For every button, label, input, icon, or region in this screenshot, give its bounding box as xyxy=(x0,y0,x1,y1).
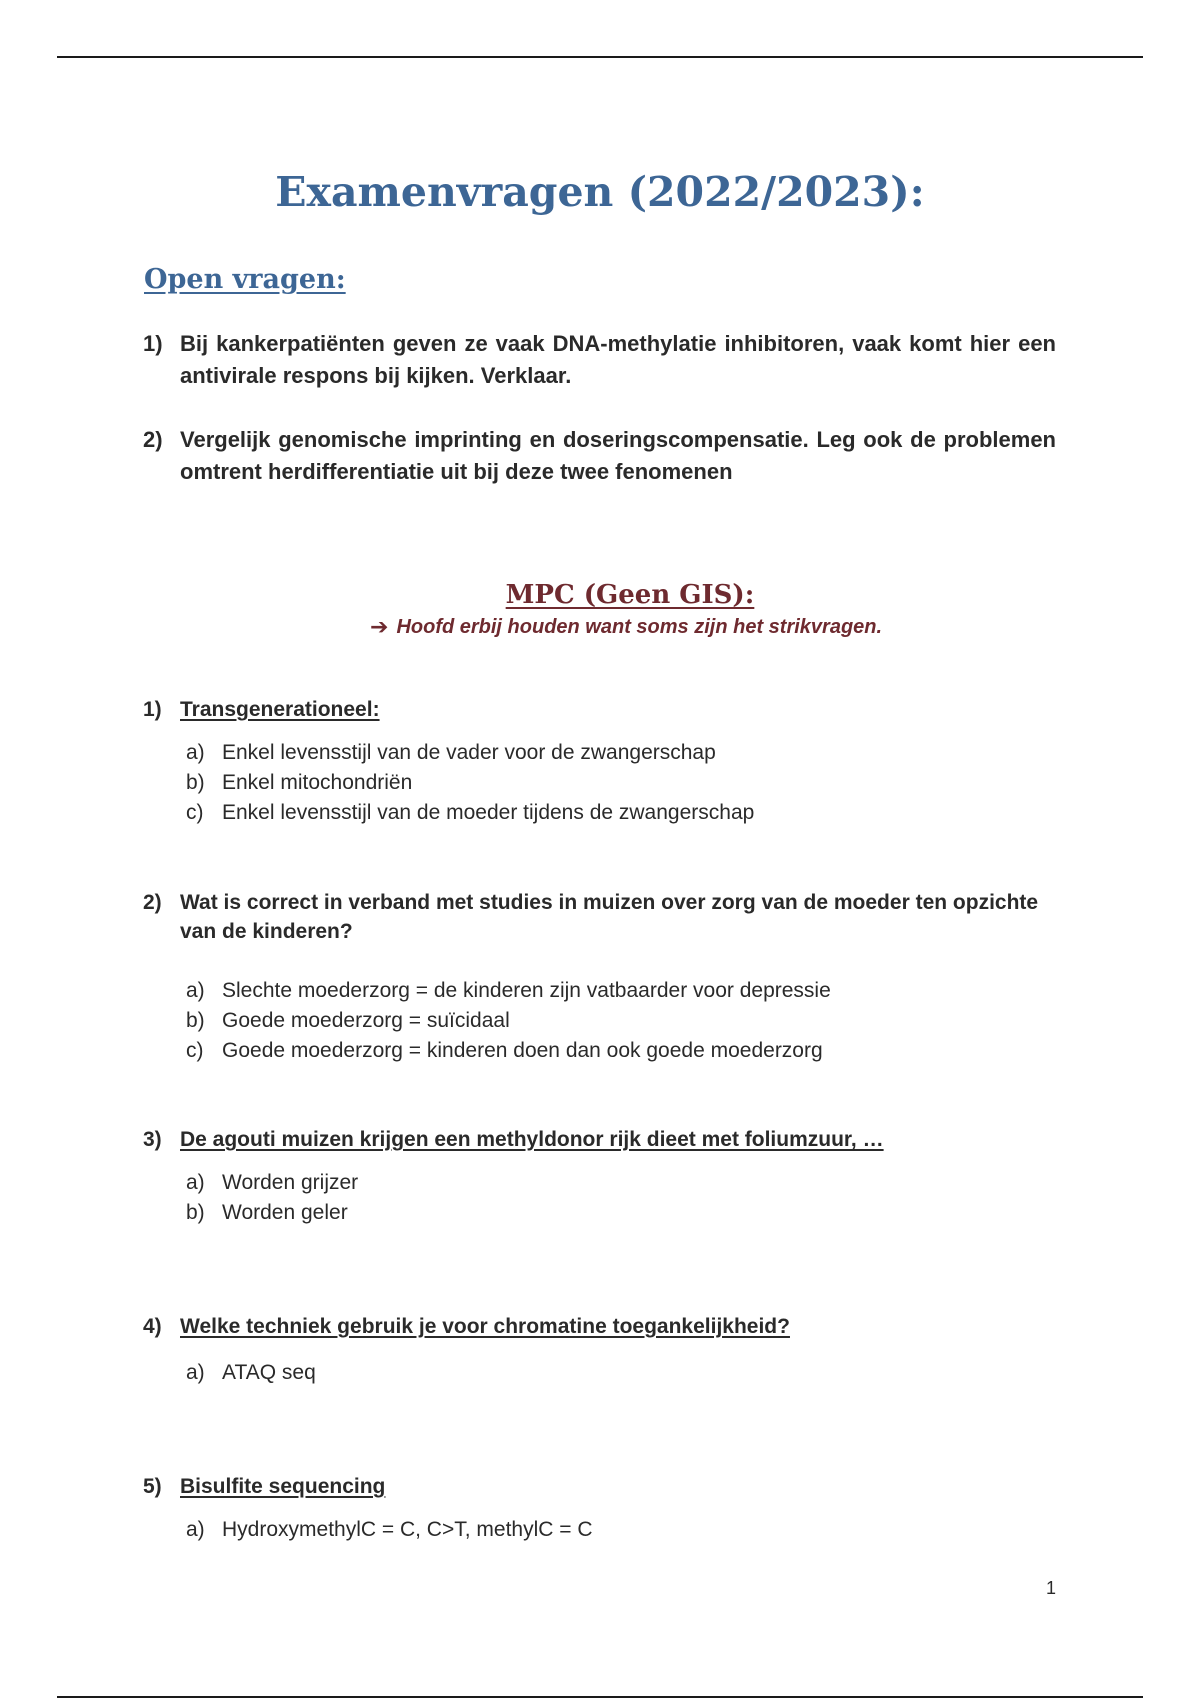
mc-question-5 xyxy=(143,1472,1056,1501)
footer-rule xyxy=(57,1696,1143,1698)
question-text: Welke techniek gebruik je voor chromatine toegankelijkheid? xyxy=(180,1315,790,1338)
mpc-note xyxy=(370,614,882,640)
question-text: De agouti muizen krijgen een methyldonor rijk dieet met foliumzuur, … xyxy=(180,1128,884,1151)
page-number: 1 xyxy=(1046,1578,1057,1598)
question-number: 2) xyxy=(143,891,162,914)
question-text: Wat is correct in verband met studies in muizen over zorg van de moeder ten opzichte van de kinderen? xyxy=(180,891,1039,943)
option: b) Goede moederzorg = suïcidaal xyxy=(186,1009,510,1032)
option: a) HydroxymethylC = C, C>T, methylC = C xyxy=(186,1518,593,1541)
option: c) Enkel levensstijl van de moeder tijdens de zwangerschap xyxy=(186,801,755,824)
mpc-note-text: Hoofd erbij houden want soms zijn het strikvragen. xyxy=(396,615,883,638)
option: c) Goede moederzorg = kinderen doen dan ook goede moederzorg xyxy=(186,1039,823,1062)
option: a) Enkel levensstijl van de vader voor de zwangerschap xyxy=(186,741,716,764)
question-number: 1) xyxy=(143,698,162,721)
mc-question-4 xyxy=(143,1312,1056,1341)
question-number: 4) xyxy=(143,1315,162,1338)
question-number: 3) xyxy=(143,1128,162,1151)
question-text: Bij kankerpatiënten geven ze vaak DNA-methylatie inhibitoren, vaak komt hier een antivirale respons bij kijken. Verklaar. xyxy=(180,331,1056,388)
mc-options-2 xyxy=(186,976,831,1066)
question-number: 5) xyxy=(143,1475,162,1498)
open-question-1 xyxy=(143,328,1056,392)
mc-options-1 xyxy=(186,738,754,828)
mc-question-1 xyxy=(143,695,1056,724)
question-text: Vergelijk genomische imprinting en doseringscompensatie. Leg ook de problemen omtrent herdifferentiatie uit bij deze twee fenomenen xyxy=(180,427,1056,484)
open-questions-heading: Open vragen: xyxy=(144,264,346,295)
question-number: 2) xyxy=(143,427,163,452)
mc-options-5 xyxy=(186,1515,593,1545)
header-rule xyxy=(57,56,1143,58)
page-title: Examenvragen (2022/2023): xyxy=(275,168,925,216)
question-text: Bisulfite sequencing xyxy=(180,1475,386,1498)
option: b) Worden geler xyxy=(186,1201,348,1224)
question-text: Transgenerationeel: xyxy=(180,698,380,721)
mc-question-2 xyxy=(143,888,1056,946)
option: a) Worden grijzer xyxy=(186,1171,359,1194)
option: a) Slechte moederzorg = de kinderen zijn vatbaarder voor depressie xyxy=(186,979,831,1002)
arrow-right-icon: ➔ xyxy=(370,614,389,639)
mpc-heading: MPC (Geen GIS): xyxy=(505,580,755,610)
mc-options-4 xyxy=(186,1358,316,1388)
mc-options-3 xyxy=(186,1168,358,1228)
option: a) ATAQ seq xyxy=(186,1361,316,1384)
option: b) Enkel mitochondriën xyxy=(186,771,413,794)
mc-question-3 xyxy=(143,1125,1056,1154)
open-question-2 xyxy=(143,424,1056,488)
question-number: 1) xyxy=(143,331,163,356)
